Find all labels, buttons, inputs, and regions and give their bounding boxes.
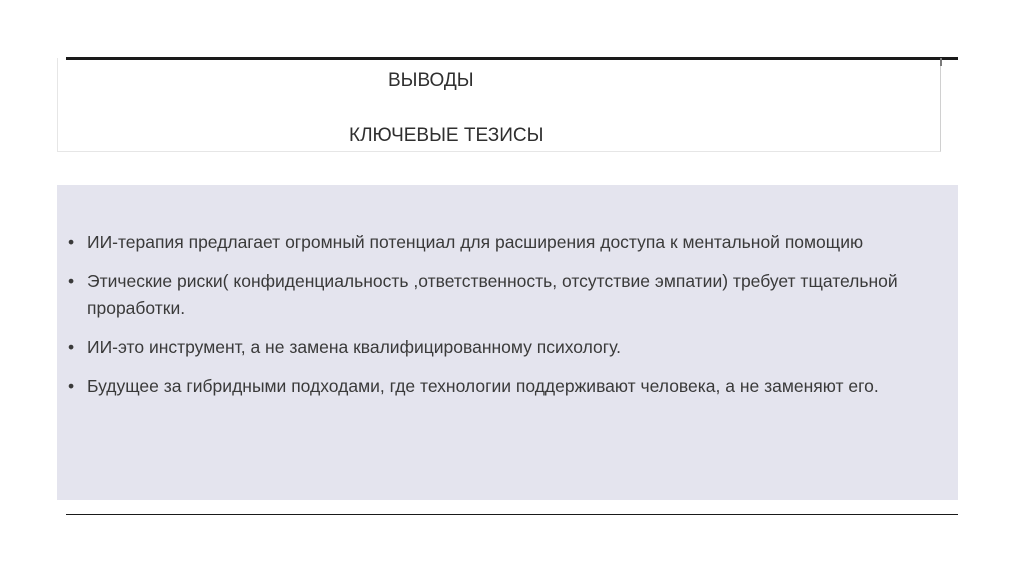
bullet-marker-icon: • — [68, 232, 75, 252]
bullet-list — [67, 229, 952, 412]
bullet-marker-icon: • — [68, 271, 75, 291]
slide-subtitle: КЛЮЧЕВЫЕ ТЕЗИСЫ — [349, 125, 544, 146]
bullet-text: ИИ-терапия предлагает огромный потенциал для расширения доступа к ментальной помощию — [87, 232, 864, 252]
bullet-marker-icon: • — [68, 376, 75, 396]
bullet-item — [67, 229, 952, 256]
bullet-text: Этические риски( конфиденциальность ,ответственность, отсутствие эмпатии) требует тщательной проработки. — [87, 271, 898, 318]
bullet-marker-icon: • — [68, 337, 75, 357]
bullet-text: Будущее за гибридными подходами, где технологии поддерживают человека, а не заменяют его. — [87, 376, 879, 396]
content-panel — [57, 185, 958, 500]
slide-title: ВЫВОДЫ — [388, 70, 474, 91]
bullet-item — [67, 334, 952, 361]
bullet-text: ИИ-это инструмент, а не замена квалифицированному психологу. — [87, 337, 622, 357]
bottom-divider-line — [66, 514, 958, 515]
title-box-corner-mark — [940, 58, 942, 66]
bullet-item — [67, 373, 952, 400]
bullet-item — [67, 268, 952, 322]
